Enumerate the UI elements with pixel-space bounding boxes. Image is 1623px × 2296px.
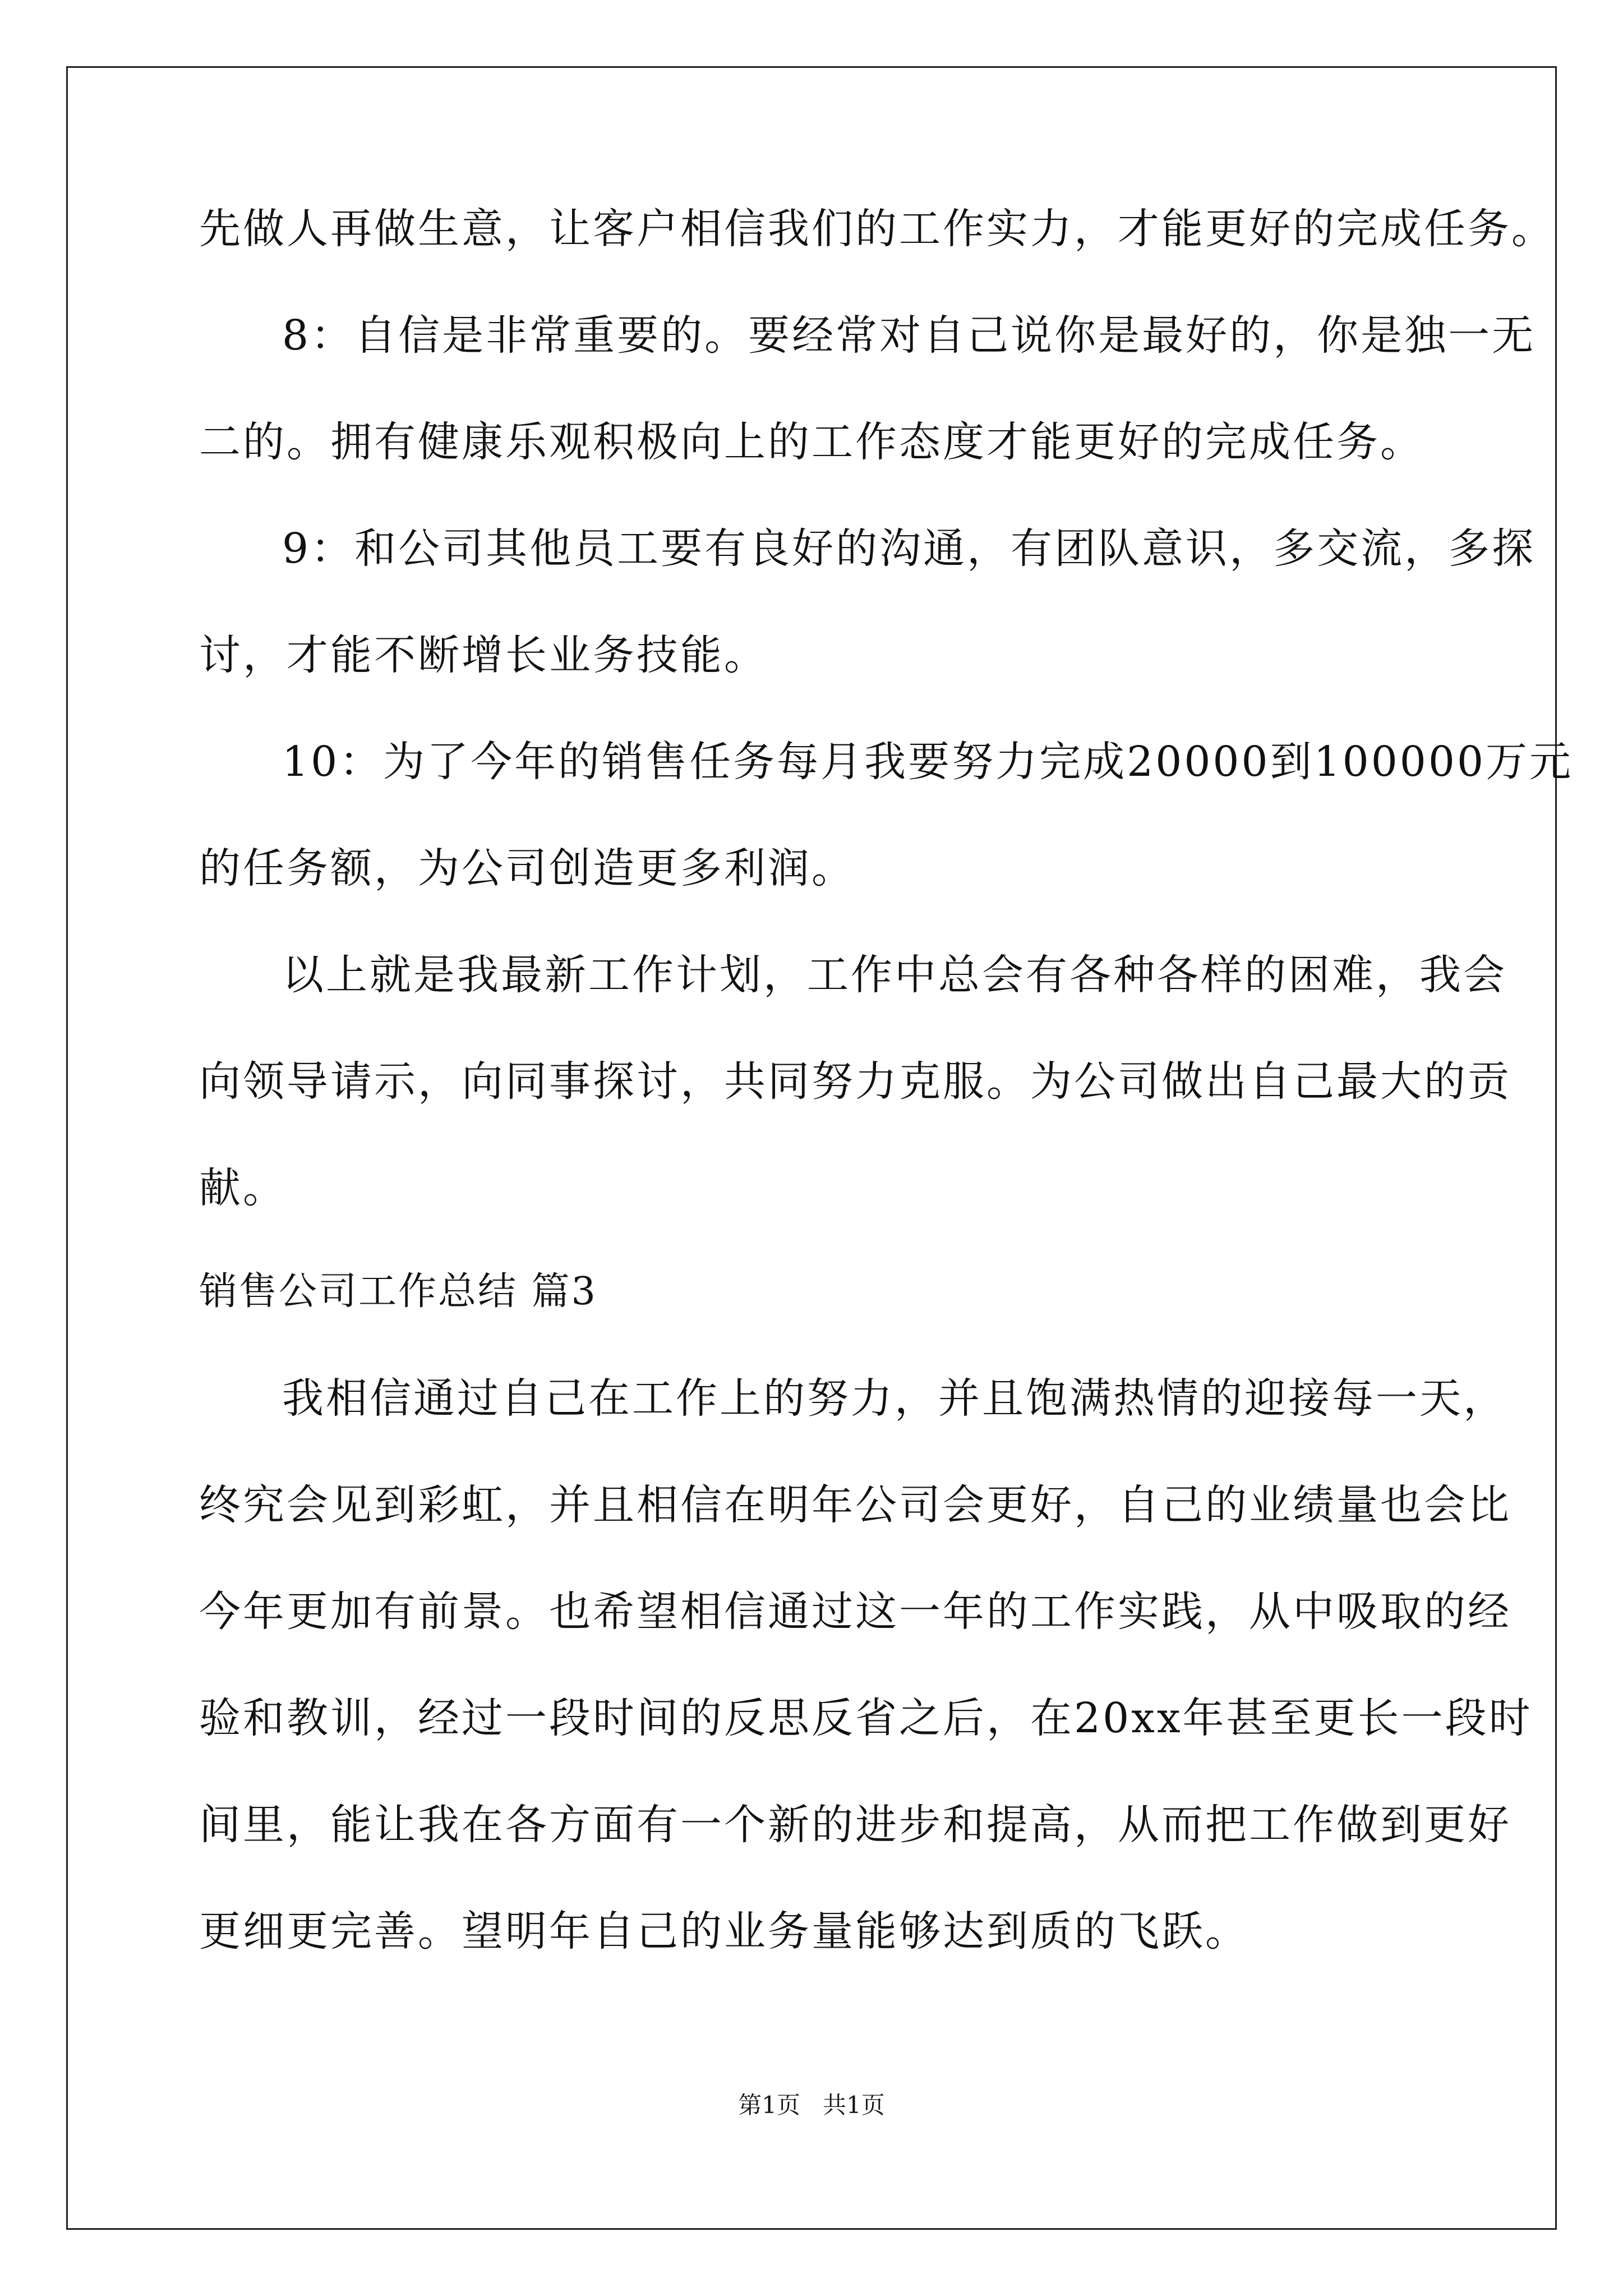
paragraph-line: 验和教训，经过一段时间的反思反省之后，在20xx年甚至更长一段时: [199, 1694, 1533, 1742]
paragraph-line: 我相信通过自己在工作上的努力，并且饱满热情的迎接每一天，: [282, 1374, 1507, 1423]
section-heading: 销售公司工作总结 篇3: [199, 1269, 597, 1314]
page-number: 第1页: [738, 2091, 800, 2119]
paragraph-line: 讨，才能不断增长业务技能。: [199, 631, 768, 679]
paragraph-line: 献。: [199, 1164, 287, 1212]
paragraph-line: 二的。拥有健康乐观积极向上的工作态度才能更好的完成任务。: [199, 418, 1424, 466]
paragraph-line: 更细更完善。望明年自己的业务量能够达到质的飞跃。: [199, 1907, 1249, 1955]
paragraph-line: 10：为了今年的销售任务每月我要努力完成20000到100000万元: [282, 738, 1574, 786]
paragraph-line: 终究会见到彩虹，并且相信在明年公司会更好，自己的业绩量也会比: [199, 1481, 1511, 1529]
paragraph-line: 的任务额，为公司创造更多利润。: [199, 844, 855, 892]
paragraph-line: 先做人再做生意，让客户相信我们的工作实力，才能更好的完成任务。: [199, 205, 1555, 253]
page-footer: [0, 2090, 1623, 2121]
paragraph-line: 8：自信是非常重要的。要经常对自己说你是最好的，你是独一无: [282, 311, 1536, 360]
paragraph-line: 以上就是我最新工作计划，工作中总会有各种各样的困难，我会: [282, 951, 1507, 999]
paragraph-line: 间里，能让我在各方面有一个新的进步和提高，从而把工作做到更好: [199, 1801, 1511, 1849]
page-total: 共1页: [823, 2091, 885, 2119]
paragraph-line: 今年更加有前景。也希望相信通过这一年的工作实践，从中吸取的经: [199, 1588, 1511, 1636]
paragraph-line: 向领导请示，向同事探讨，共同努力克服。为公司做出自己最大的贡: [199, 1057, 1511, 1106]
paragraph-line: 9：和公司其他员工要有良好的沟通，有团队意识，多交流，多探: [282, 524, 1536, 573]
